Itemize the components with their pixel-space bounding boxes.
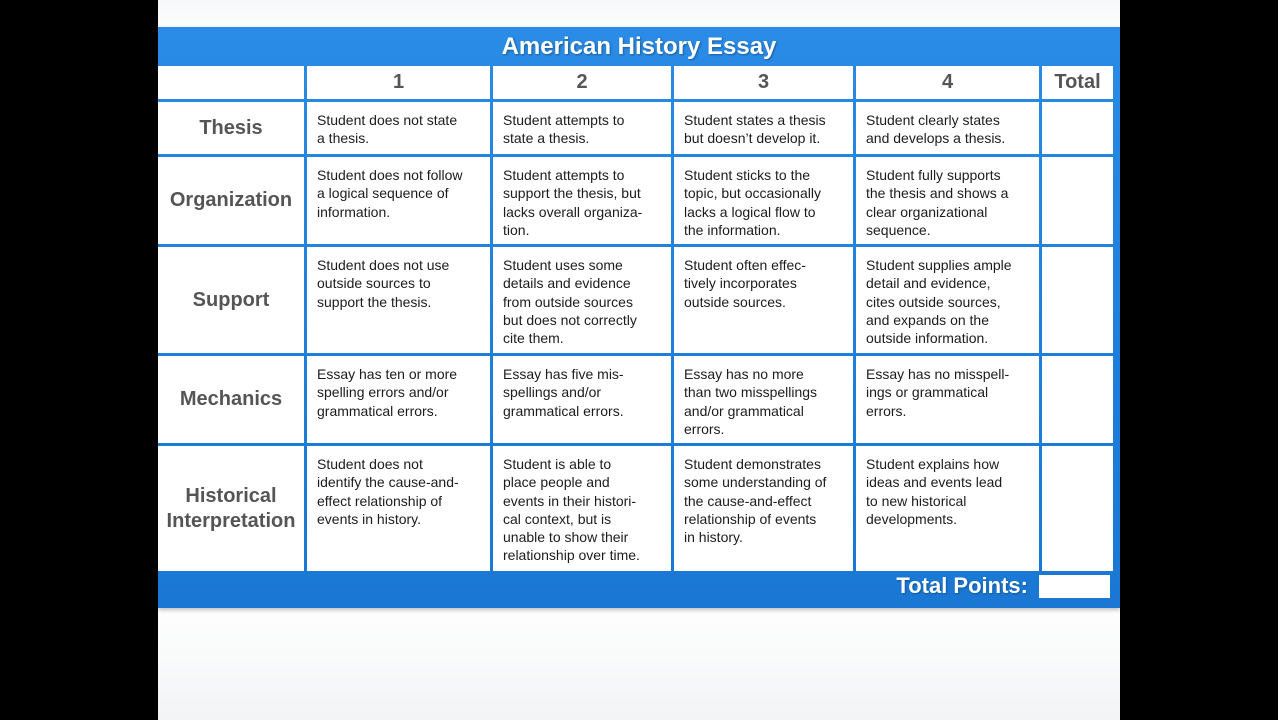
descriptor-cell: Student does not use outside sources to support the thesis.: [307, 247, 490, 353]
header-score-1: 1: [307, 66, 490, 99]
descriptor-cell: Student does not state a thesis.: [307, 102, 490, 154]
total-points-field[interactable]: [1039, 575, 1110, 598]
descriptor-cell: Student states a thesis but doesn’t develop it.: [674, 102, 853, 154]
criterion-historical-interpretation: Historical Interpretation: [158, 446, 304, 571]
header-score-4: 4: [856, 66, 1039, 99]
criterion-support: Support: [158, 247, 304, 353]
descriptor-cell: Student is able to place people and events in their histori- cal context, but is unable to show their relationship over time.: [493, 446, 671, 571]
header-score-3: 3: [674, 66, 853, 99]
criterion-thesis: Thesis: [158, 102, 304, 154]
total-cell-historical-interpretation[interactable]: [1042, 446, 1113, 571]
descriptor-cell: Student sticks to the topic, but occasionally lacks a logical flow to the information.: [674, 157, 853, 244]
descriptor-cell: Student does not follow a logical sequence of information.: [307, 157, 490, 244]
descriptor-cell: Student demonstrates some understanding of the cause-and-effect relationship of events in history.: [674, 446, 853, 571]
total-cell-organization[interactable]: [1042, 157, 1113, 244]
descriptor-cell: Essay has five mis- spellings and/or grammatical errors.: [493, 356, 671, 443]
descriptor-cell: Student supplies ample detail and evidence, cites outside sources, and expands on the outside information.: [856, 247, 1039, 353]
rubric-title: American History Essay: [501, 33, 777, 60]
descriptor-cell: Student often effec- tively incorporates outside sources.: [674, 247, 853, 353]
descriptor-cell: Student attempts to support the thesis, but lacks overall organiza- tion.: [493, 157, 671, 244]
descriptor-cell: Student does not identify the cause-and- effect relationship of events in history.: [307, 446, 490, 571]
header-score-2: 2: [493, 66, 671, 99]
rubric-table: [158, 27, 1120, 608]
total-cell-support[interactable]: [1042, 247, 1113, 353]
descriptor-cell: Student uses some details and evidence from outside sources but does not correctly cite them.: [493, 247, 671, 353]
descriptor-cell: Student explains how ideas and events lead to new historical developments.: [856, 446, 1039, 571]
header-corner: [158, 66, 304, 99]
rubric-grid: [158, 66, 1110, 564]
descriptor-cell: Student clearly states and develops a thesis.: [856, 102, 1039, 154]
total-cell-mechanics[interactable]: [1042, 356, 1113, 443]
descriptor-cell: Essay has no more than two misspellings and/or grammatical errors.: [674, 356, 853, 443]
criterion-organization: Organization: [158, 157, 304, 244]
descriptor-cell: Student attempts to state a thesis.: [493, 102, 671, 154]
rubric-footer: [158, 564, 1120, 608]
slide: [158, 0, 1120, 720]
descriptor-cell: Student fully supports the thesis and shows a clear organizational sequence.: [856, 157, 1039, 244]
total-cell-thesis[interactable]: [1042, 102, 1113, 154]
total-points-label: Total Points:: [896, 573, 1028, 598]
criterion-mechanics: Mechanics: [158, 356, 304, 443]
descriptor-cell: Essay has no misspell- ings or grammatical errors.: [856, 356, 1039, 443]
descriptor-cell: Essay has ten or more spelling errors and/or grammatical errors.: [307, 356, 490, 443]
header-total: Total: [1042, 66, 1113, 99]
